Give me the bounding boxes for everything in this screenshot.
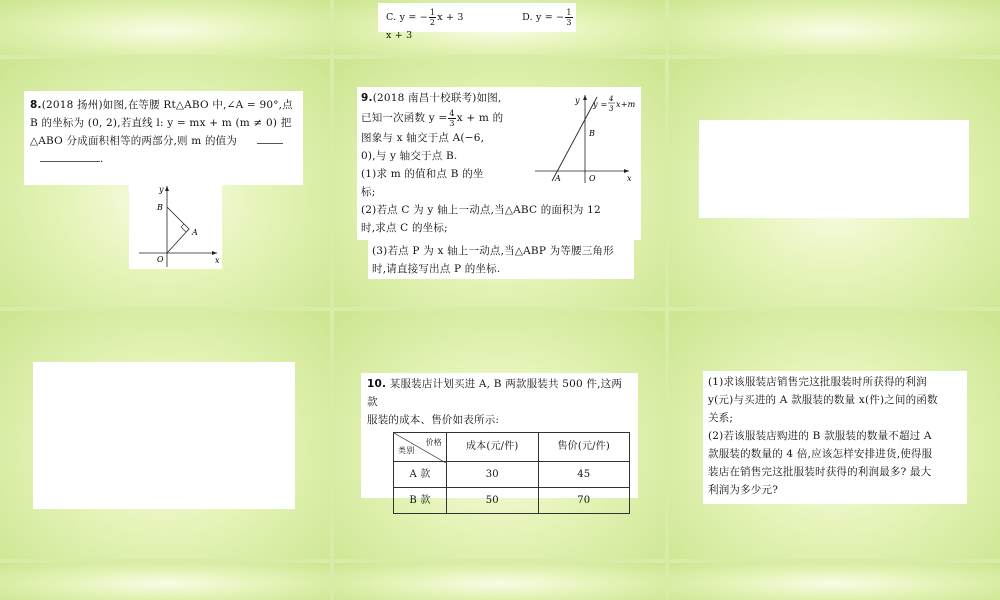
slide-background-r4c3 <box>669 563 1000 600</box>
table-corner-cell: 价格 类别 <box>394 433 447 462</box>
slide-background-r4c1 <box>0 563 330 600</box>
cost-price-table <box>393 432 630 514</box>
y-axis-arrow <box>165 186 169 191</box>
point-a-label: A <box>192 228 198 237</box>
slope-fraction: $\frac{4}{3}$ <box>449 108 455 128</box>
blank-answer-card-right <box>699 120 969 218</box>
question-number: 9. <box>361 92 373 104</box>
question-number: 8. <box>30 99 42 111</box>
table-header-cost: 成本(元/件) <box>447 433 539 462</box>
option-c-fraction: $\frac{1}{2}$ <box>429 8 436 27</box>
price-cell: 70 <box>538 488 630 514</box>
slide-background-r1c1 <box>0 0 330 55</box>
slide-background-r1c3 <box>669 0 1000 55</box>
cost-cell: 30 <box>447 462 539 488</box>
origin-label: O <box>157 255 164 264</box>
question-10-parts-card: (1)求该服装店销售完这批服装时所获得的利润 y(元)与买进的 A 款服装的数量 x(件)之间的函数 关系; (2)若该服装店购进的 B 款服装的数量不超过 A 款服装的数量的 4 倍,应该怎样安排进货,使得服 装店在销售完这批服装时获得的利润最多? 最大 利润为多少元? <box>703 371 967 504</box>
equation-denominator: 3 <box>609 105 614 113</box>
question-source: (2018 南昌十校联考) <box>372 92 477 104</box>
option-d-fraction: $\frac{1}{3}$ <box>566 8 572 27</box>
blank-answer-card-left <box>33 362 295 509</box>
equation-prefix: y = <box>593 100 608 109</box>
x-axis-label: x <box>215 256 220 265</box>
table-row <box>394 462 630 488</box>
linear-function-figure <box>525 89 637 184</box>
point-b-label: B <box>589 129 596 138</box>
x-axis-label: x <box>627 174 632 183</box>
answer-blank-continued[interactable] <box>40 161 100 162</box>
function-line <box>552 97 597 181</box>
origin-label: O <box>589 174 596 183</box>
triangle-abo <box>167 207 189 253</box>
question-9-graph <box>525 89 637 184</box>
equation-suffix: x+m <box>616 100 636 109</box>
equation-numerator: 4 <box>609 95 614 103</box>
option-c[interactable]: C. y = − $\frac{1}{2}$ x + 3 <box>386 8 464 27</box>
x-axis-arrow <box>212 251 217 255</box>
question-10-card: 10. 某服装店计划买进 A, B 两款服装共 500 件,这两款 服装的成本、售价如表所示: 价格 类别 成本(元/件) 售价(元/件) A 款 30 45 B 款 50 70 <box>361 373 638 498</box>
price-cell: 45 <box>538 462 630 488</box>
table-header-row <box>394 433 630 462</box>
point-a-label: A <box>555 174 561 183</box>
question-source: (2018 扬州) <box>41 99 103 111</box>
cost-cell: 50 <box>447 488 539 514</box>
triangle-abo-figure <box>129 183 222 269</box>
answer-blank[interactable] <box>257 143 283 144</box>
option-d[interactable]: D. y = − $\frac{1}{3}$ x + 3 <box>386 8 572 41</box>
row-label: B 款 <box>394 488 447 514</box>
table-header-price: 售价(元/件) <box>538 433 630 462</box>
y-axis-arrow <box>583 95 587 100</box>
question-9-card: 9.(2018 南昌十校联考)如图, 已知一次函数 y = $\frac{4}{3}$ x + m 的 图象与 x 轴交于点 A(−6, 0),与 y 轴交于点 B. (1)求 m 的值和点 B 的坐 标; y x O A B y = 4 3 x+m (2)若点 C 为 y 轴上一动点,当△ABC 的面积为 12 时,求点 C 的坐标; <box>357 87 641 240</box>
question-8-card: 8.(2018 扬州)如图,在等腰 Rt△ABO 中,∠A = 90°,点 B 的坐标为 (0, 2),若直线 l: y = mx + m (m ≠ 0) 把 △ABO 分成面积相等的两部分,则 m 的值为 . <box>24 91 303 185</box>
x-axis-arrow <box>624 169 629 173</box>
question-9-part3-card: (3)若点 P 为 x 轴上一动点,当△ABP 为等腰三角形 时,请直接写出点 P 的坐标. <box>368 240 634 279</box>
options-card <box>378 3 576 41</box>
y-axis-label: y <box>159 185 164 194</box>
y-axis-label: y <box>575 96 580 105</box>
slide-background-r4c2 <box>334 563 665 600</box>
table-row <box>394 488 630 514</box>
point-b-label: B <box>157 203 163 212</box>
question-number: 10. <box>367 378 387 390</box>
row-label: A 款 <box>394 462 447 488</box>
question-8-graph <box>129 183 222 269</box>
